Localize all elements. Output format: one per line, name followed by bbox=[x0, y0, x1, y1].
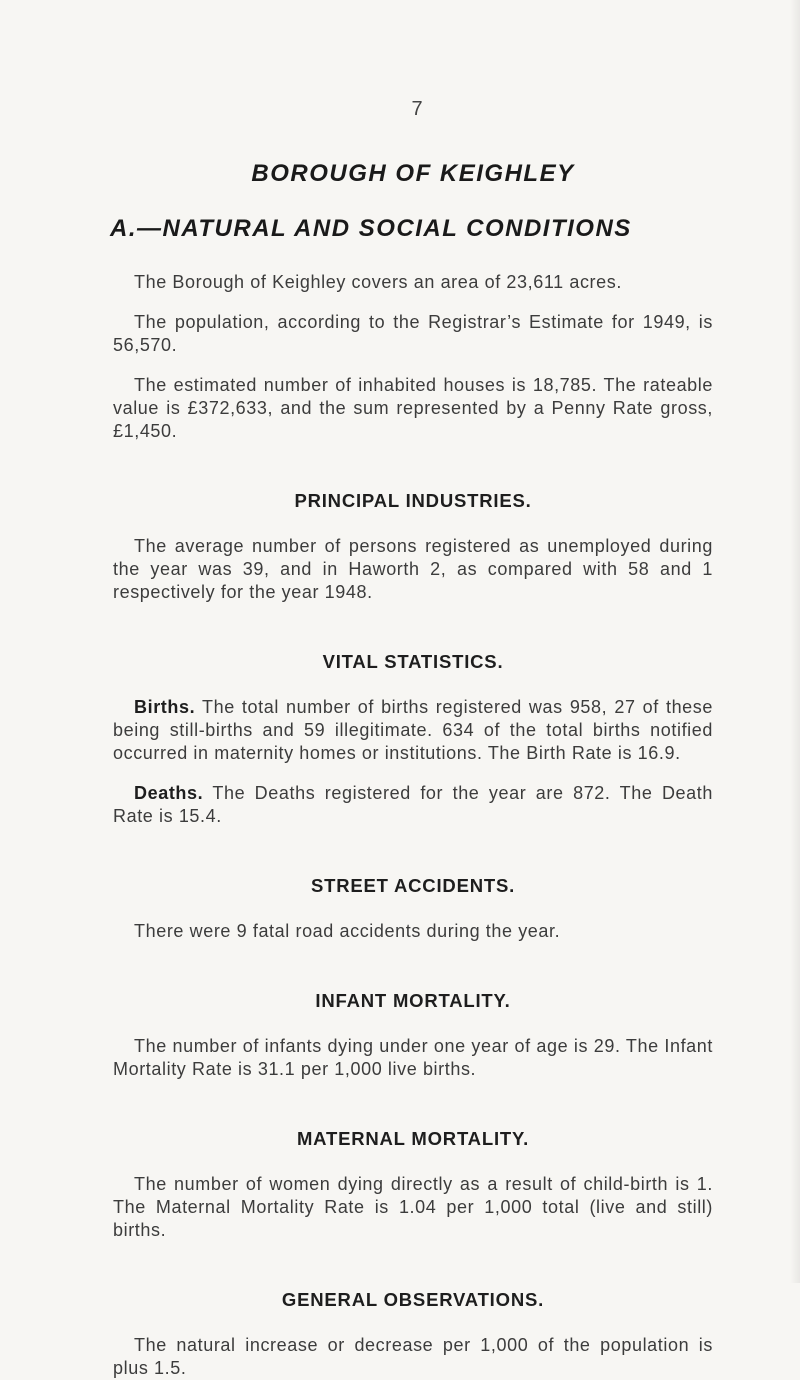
births-text: The total number of births registered was 958, 27 of these being still-births and 59 illegitimate. 634 of the total births notified occurred in maternity homes or institutions. The Birth Rate is 16.9. bbox=[113, 697, 714, 763]
deaths-label: Deaths. bbox=[134, 783, 204, 803]
houses-paragraph: The estimated number of inhabited houses is 18,785. The rateable value is £372,633, and the sum represented by a Penny Rate gross, £1,450. bbox=[113, 375, 713, 441]
industries-paragraph: The average number of persons registered as unemployed during the year was 39, and in Haworth 2, as compared with 58 and 1 respectively for the year 1948. bbox=[113, 536, 713, 602]
population-paragraph: The population, according to the Registrar’s Estimate for 1949, is 56,570. bbox=[113, 312, 713, 355]
page-content bbox=[110, 98, 714, 1380]
page-number: 7 bbox=[411, 98, 423, 120]
general-observations-paragraph: The natural increase or decrease per 1,000 of the population is plus 1.5. bbox=[113, 1335, 713, 1378]
infant-mortality-paragraph: The number of infants dying under one year of age is 29. The Infant Mortality Rate is 31.1 per 1,000 live births. bbox=[113, 1036, 713, 1079]
births-label: Births. bbox=[134, 697, 196, 717]
deaths-text: The Deaths registered for the year are 872. The Death Rate is 15.4. bbox=[113, 783, 713, 826]
deaths-paragraph bbox=[113, 782, 713, 828]
accidents-paragraph: There were 9 fatal road accidents during the year. bbox=[134, 921, 561, 941]
section-title: A.—NATURAL AND SOCIAL CONDITIONS bbox=[110, 215, 632, 242]
general-observations-heading: GENERAL OBSERVATIONS. bbox=[281, 1289, 545, 1310]
page-edge-shadow bbox=[790, 0, 800, 1283]
vital-statistics-heading: VITAL STATISTICS. bbox=[322, 651, 504, 672]
industries-heading: PRINCIPAL INDUSTRIES. bbox=[294, 490, 532, 511]
area-paragraph: The Borough of Keighley covers an area of 23,611 acres. bbox=[134, 272, 622, 292]
document-title: BOROUGH OF KEIGHLEY bbox=[251, 160, 575, 187]
births-paragraph bbox=[113, 696, 713, 765]
street-accidents-heading: STREET ACCIDENTS. bbox=[310, 875, 516, 896]
infant-mortality-heading: INFANT MORTALITY. bbox=[315, 990, 511, 1011]
maternal-mortality-paragraph: The number of women dying directly as a result of child-birth is 1. The Maternal Mortality Rate is 1.04 per 1,000 total (live and still) births. bbox=[113, 1174, 713, 1240]
maternal-mortality-heading: MATERNAL MORTALITY. bbox=[296, 1128, 530, 1149]
